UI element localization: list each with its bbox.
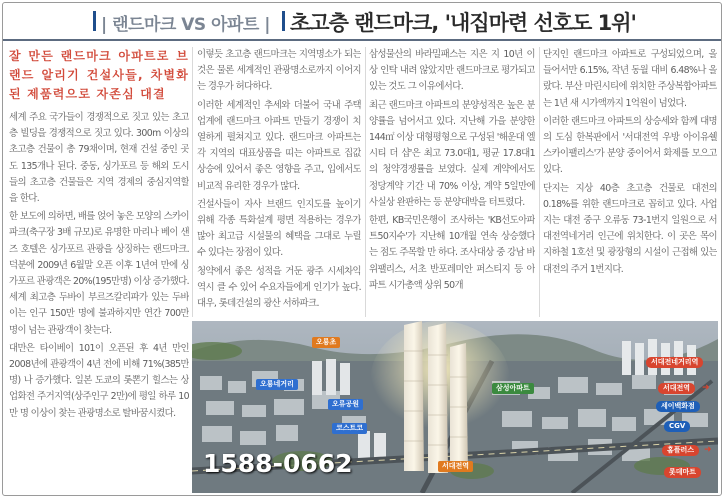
paragraph: 이렇듯 초고층 랜드마크는 지역명소가 되는 것은 물론 세계적인 관광명소로까지 이어지는 경우가 허다하다. — [197, 49, 361, 93]
section-kicker: | 랜드마크 VS 아파트 | — [101, 15, 270, 35]
contact-phone-number: 1588-0662 — [203, 449, 353, 478]
arrow-right-icon: ➜ — [702, 383, 710, 393]
poi-label-3: 세이백화점 — [656, 401, 700, 412]
paragraph: 세계 주요 국가들이 경쟁적으로 짓고 있는 초고층 빌딩을 경쟁적으로 짓고 있다. 300m 이상의 초고층 건물이 총 79채이며, 현재 건설 중인 곳도 135개나 된다. 중동, 싱가포르 등 해외 도시들의 초고층 건물들은 지역 경제의 중심지역할을 한다. — [9, 112, 189, 205]
headline: 초고층 랜드마크, '내집마련 선호도 1위' — [290, 11, 636, 35]
paragraph: 삼성물산의 바라밀패스는 지은 지 10년 이상 인탁 내려 않았지만 랜드마크로 평가되고 있는 것도 그 이유에서다. — [369, 49, 535, 93]
column-divider — [365, 47, 366, 317]
header-rule — [3, 39, 722, 41]
paragraph: 한 보도에 의하면, 배를 얹어 놓은 모양의 스카이파크(축구장 3배 규모)로 유명한 마리나 베이 샌즈 호텔은 싱가포르 관광을 상징하는 랜드마크. 덕분에 2009년 6월말 오픈 이후 1년여 만에 싱가포르 관광객은 20%(195만명) 이상 증가했다. 세계 최고층 두바이 부르즈칼리파가 있는 두바이는 인구 150만 명에 불과하지만 연간 700만 명이 넘는 관광객이 찾는다. — [9, 211, 189, 336]
column-divider — [539, 47, 540, 317]
article-column-2 — [197, 47, 361, 317]
map-label-apartment: 삼성아파트 — [492, 383, 534, 394]
article-column-4 — [543, 47, 717, 317]
paragraph: 단지인 랜드마크 아파트로 구성되었으며, 올 들어서만 6.15%, 작년 동월 대비 6.48%나 올랐다. 부산 마린시티에 위치한 주상복합아파트는 1년 새 시가액까지 1억원이 넘었다. — [543, 49, 717, 109]
paragraph: 이러한 세계적인 추세와 더불어 국내 주택업계에 랜드마크 아파트 만들기 경쟁이 치열하게 펼쳐지고 있다. 랜드마크 아파트는 각 지역의 대표상품을 띠는 아파트로 집값 상승에 있어서 좋은 영향을 주고, 입에서도 비교적 유리한 경우가 많다. — [197, 99, 361, 192]
article-column-1 — [9, 47, 189, 495]
map-label-school: 오룡초 — [312, 337, 340, 348]
column-divider — [192, 47, 193, 317]
paragraph: 단지는 지상 40층 초고층 건물로 대전의 0.18%를 위한 랜드마크로 꼽히고 있다. 사업지는 대전 중구 오류동 73-1번지 일원으로 서대전역네거리 인근에 위치한다. 이 곳은 목이 지하철 1호선 및 광장형의 시설이 근접해 있는 대전의 주거 1번지다. — [543, 182, 717, 275]
article-header — [3, 3, 722, 39]
poi-label-6: 롯데마트 — [664, 467, 701, 478]
poi-label-4: CGV — [664, 421, 690, 432]
newspaper-clipping — [2, 2, 722, 496]
map-label-park: 오류공원 — [328, 399, 363, 410]
paragraph: 이러한 랜드마크 아파트의 상승세와 함께 대명의 도심 한복판에서 '서대전역 우방 아이유쉘 스카이팰리스'가 분양 중이어서 화제를 모으고 있다. — [543, 115, 717, 176]
map-label-site: 코스트코 — [332, 423, 367, 434]
paragraph: 한편, KB국민은행이 조사하는 'KB선도아파트50지수'가 지난해 10개월 연속 상승했다는 점도 주목할 만 하다. 조사대상 중 강남 바위팰리스, 서초 반포레미안 퍼스티지 등 아파트 시가총액 상위 50개 — [369, 215, 535, 291]
article-column-3 — [369, 47, 535, 317]
poi-label-1: 서대전네거리역 — [646, 357, 703, 368]
poi-label-2: 서대전역 — [658, 383, 695, 394]
map-label-intersection: 오룡네거리 — [256, 379, 298, 390]
headline-bar — [282, 11, 285, 31]
paragraph: 최근 랜드마크 아파트의 분양성적은 높은 분양률을 넘어서고 있다. 지난해 가을 분양한 144㎡ 이상 대형평형으로 구성된 '해운대 엘시티 더 샵'은 최고 73.0대1, 평균 17.8대1의 청약경쟁률을 보였다. 실제 계약에서도 정당계약 기간 내 70% 이상, 계약 5일만에 사실상 완판하는 등 분양대박을 터트렸다. — [369, 99, 535, 208]
paragraph: 건설사들이 자사 브랜드 인지도를 높이기 위해 각종 특화설계 평면 적용하는 경우가 많아 최고급 시설물의 혜택을 그대로 누릴 수 있다는 장점이 있다. — [197, 198, 361, 259]
kicker-bar — [93, 11, 96, 31]
arrow-right-icon: ➜ — [704, 445, 712, 455]
poi-label-5: 홈플러스 — [662, 445, 699, 456]
paragraph: 대만은 타이베이 101이 오픈된 후 4년 만인 2008년에 관광객이 4년 전에 비해 71%(385만 명) 나 증가했다. 일본 도쿄의 롯뽄기 힐스는 상업화전 주거지역(상주인구 2만)에 평일 하루 10만 명 이상이 찾는 관광명소로 탈바꿈시켰다. — [9, 342, 189, 419]
article-subhead: 잘 만든 랜드마크 아파트로 브랜드 알리기 건설사들, 차별화된 제품력으로 자존심 대결 — [9, 49, 189, 101]
paragraph: 청약에서 좋은 성적을 거둔 광주 시세차익 역시 클 수 있어 수요자들에게 인기가 높다. 대우, 롯데건설의 광산 서하파크. — [197, 265, 361, 310]
map-label-station: 서대전역 — [438, 461, 473, 472]
